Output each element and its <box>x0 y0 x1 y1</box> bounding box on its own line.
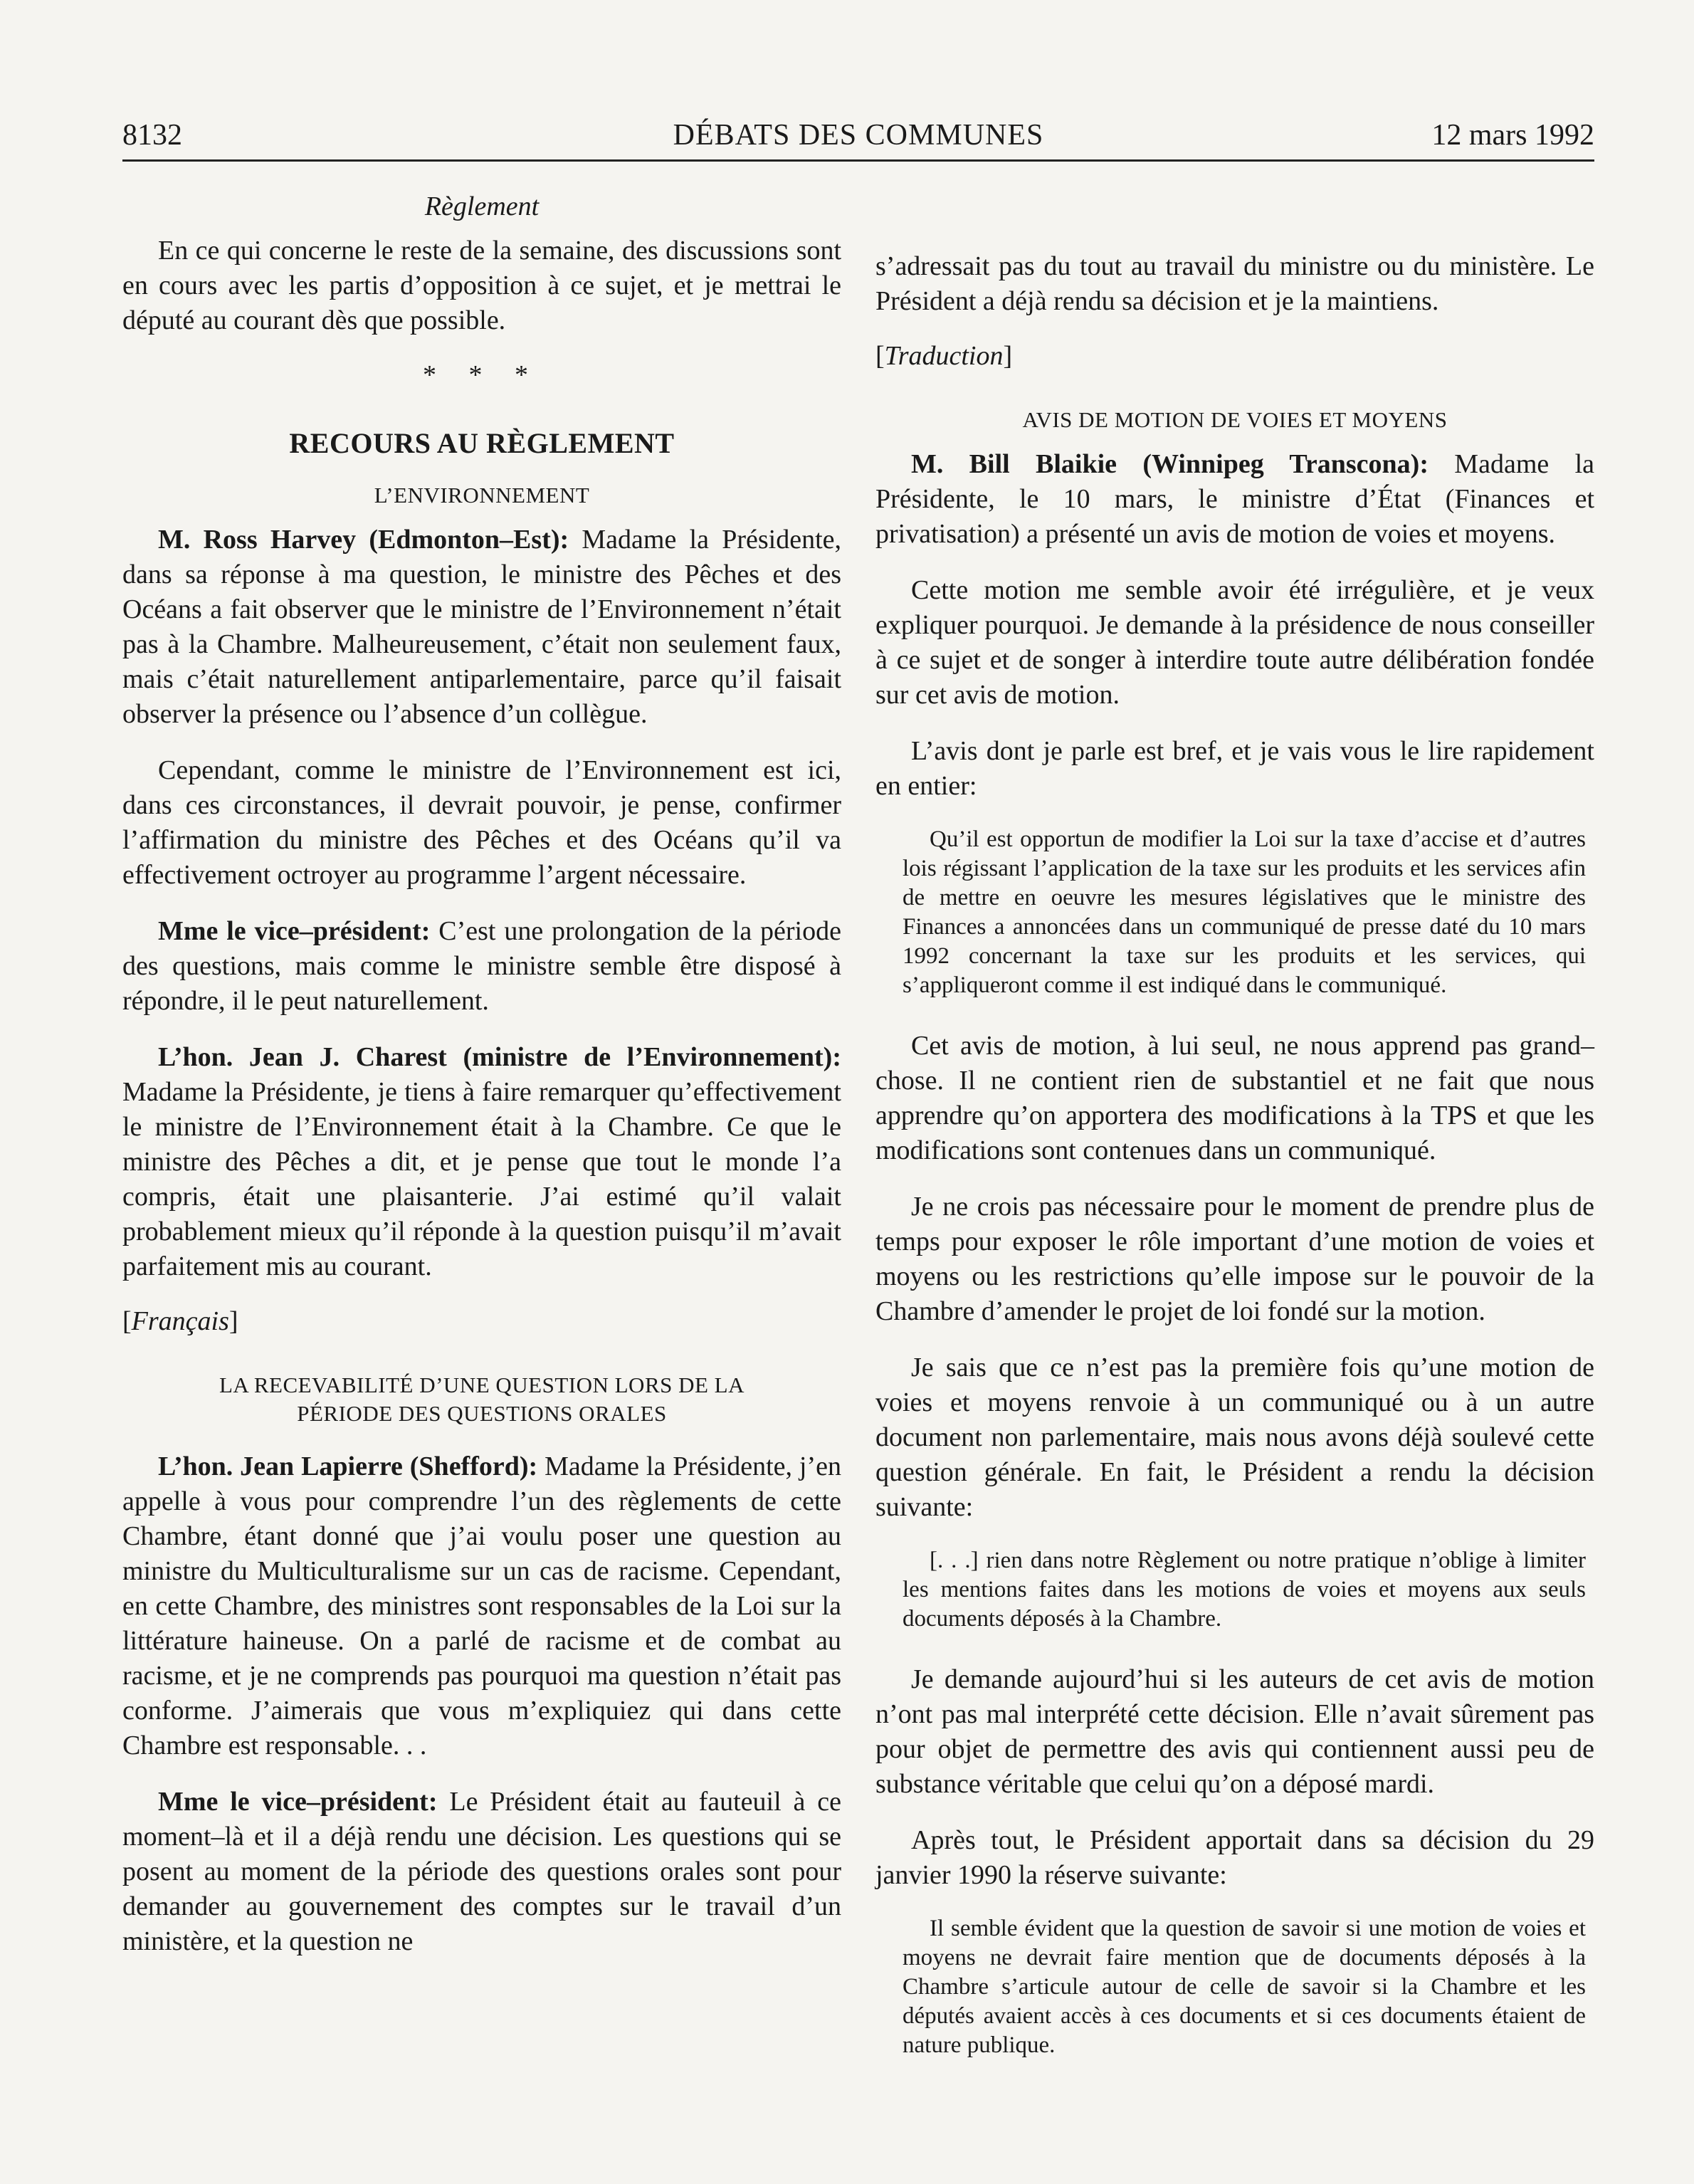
speech-paragraph <box>875 447 1594 552</box>
publication-date: 12 mars 1992 <box>1431 119 1594 152</box>
language-marker: [Français] <box>122 1306 238 1336</box>
paragraph: En ce qui concerne le reste de la semaine, des discussions sont en cours avec les partis d’opposition à ce sujet, et je mettrai le député au courant dès que possible. <box>122 236 841 335</box>
quoted-reservation: Il semble évident que la question de savoir si une motion de voies et moyens ne devrait faire mention que de documents déposés à la Chambre s’articule autour de celle de savoir si la Chambre et les députés avaient accès à ces documents et si ces documents étaient de nature publique. <box>903 1916 1586 2058</box>
speech-paragraph <box>122 1449 841 1763</box>
paragraph: Cependant, comme le ministre de l’Environnement est ici, dans ces circonstances, il devrait pouvoir, je pense, confirmer l’affirmation du ministre des Pêches et des Océans qu’il va effectivement octroyer au programme l’argent nécessaire. <box>122 755 841 890</box>
paragraph: Cet avis de motion, à lui seul, ne nous apprend pas grand–chose. Il ne contient rien de substantiel et ne fait que nous apprendre qu’on apportera des modifications à la TPS et que les modifications sont contenues dans un communiqué. <box>875 1031 1594 1165</box>
section-subhead: Règlement <box>424 191 540 221</box>
speech-text: Madame la Présidente, le 10 mars, le ministre d’État (Finances et privatisation) a présenté un avis de motion de voies et moyens. <box>875 449 1594 549</box>
paragraph: L’avis dont je parle est bref, et je vais vous le lire rapidement en entier: <box>875 736 1594 801</box>
paragraph: Je ne crois pas nécessaire pour le moment de prendre plus de temps pour exposer le rôle important d’une motion de voies et moyens ou les restrictions qu’elle impose sur le pouvoir de la Chambre d’amender le projet de loi fondé sur la motion. <box>875 1192 1594 1326</box>
speaker-name: M. Ross Harvey (Edmonton–Est): <box>158 525 569 555</box>
paragraph: Je demande aujourd’hui si les auteurs de cet avis de motion n’ont pas mal interprété cette décision. Elle n’avait sûrement pas pour objet de permettre des avis qui contiennent aussi peu de substance véritable que celui qu’on a déposé mardi. <box>875 1664 1594 1799</box>
paragraph: Je sais que ce n’est pas la première fois qu’une motion de voies et moyens renvoie à un communiqué ou à un autre document non parlementaire, mais nous avons déjà soulevé cette question générale. En fait, le Président a rendu la décision suivante: <box>875 1353 1594 1522</box>
left-column <box>122 191 841 1980</box>
paragraph: Cette motion me semble avoir été irrégulière, et je veux expliquer pourquoi. Je demande à la présidence de nous conseiller à ce sujet et de songer à interdire toute autre délibération fondée sur cet avis de motion. <box>875 575 1594 710</box>
speech-paragraph <box>122 523 841 732</box>
paragraph: s’adressait pas du tout au travail du ministre ou du ministère. Le Président a déjà rendu sa décision et je la maintiens. <box>875 251 1594 316</box>
page-number: 8132 <box>122 119 182 152</box>
publication-title: DÉBATS DES COMMUNES <box>673 119 1044 152</box>
paragraph: Après tout, le Président apportait dans sa décision du 29 janvier 1990 la réserve suivante: <box>875 1825 1594 1890</box>
quoted-decision: [. . .] rien dans notre Règlement ou notre pratique n’oblige à limiter les mentions faites dans les motions de voies et moyens aux seuls documents déposés à la Chambre. <box>903 1548 1586 1632</box>
speech-paragraph <box>122 914 841 1019</box>
quoted-motion: Qu’il est opportun de modifier la Loi sur la taxe d’accise et d’autres lois régissant l’application de la taxe sur les produits et les services afin de mettre en oeuvre les mesures législatives que le ministre des Finances a annoncées dans un communiqué de presse daté du 10 mars 1992 concernant la taxe sur les produits et les services, qui s’appliqueront comme il est indiqué dans le communiqué. <box>903 826 1586 998</box>
speech-text: Madame la Présidente, je tiens à faire remarquer qu’effectivement le ministre de l’Environnement était à la Chambre. Ce que le ministre des Pêches a dit, et je pense que tout le monde l’a compris, était une plaisanterie. J’ai estimé qu’il valait probablement mieux qu’il réponde à la question puisqu’il m’avait parfaitement mis au courant. <box>122 1077 841 1281</box>
speech-paragraph <box>122 1785 841 1959</box>
section-separator: * * * <box>423 360 541 390</box>
speech-text: Madame la Présidente, dans sa réponse à ma question, le ministre des Pêches et des Océans a fait observer que le ministre de l’Environnement n’était pas à la Chambre. Malheureusement, c’était non seulement faux, mais c’était naturellement antiparlementaire, parce qu’il faisait observer la présence ou l’absence d’un collègue. <box>122 525 841 729</box>
section-title: RECOURS AU RÈGLEMENT <box>289 427 675 459</box>
speaker-name: L’hon. Jean J. Charest (ministre de l’Environnement): <box>158 1042 841 1072</box>
speech-text: Madame la Présidente, j’en appelle à vous pour comprendre l’un des règlements de cette Chambre, étant donné que j’ai voulu poser une question au ministre du Multiculturalisme sur un cas de racisme. Cependant, en cette Chambre, des ministres sont responsables de la Loi sur la littérature haineuse. On a parlé de racisme et de combat au racisme, et je ne comprends pas pourquoi ma question n’était pas conforme. J’aimerais que vous m’expliquiez qui dans cette Chambre est responsable. . . <box>122 1451 841 1760</box>
page-header <box>122 114 1594 162</box>
speech-text: Le Président était au fauteuil à ce moment–là et il a déjà rendu une décision. Les questions qui se posent au moment de la période des questions orales sont pour demander au gouvernement des comptes sur le travail d’un ministère, et la question ne <box>122 1787 841 1956</box>
topic-heading: AVIS DE MOTION DE VOIES ET MOYENS <box>1022 407 1448 432</box>
language-label: Français <box>131 1306 229 1336</box>
language-label: Traduction <box>884 341 1004 371</box>
speaker-name: Mme le vice–président: <box>158 1787 438 1817</box>
speech-paragraph <box>122 1040 841 1284</box>
topic-heading: L’ENVIRONNEMENT <box>374 483 590 508</box>
right-column <box>875 249 1594 2089</box>
speech-text: C’est une prolongation de la période des questions, mais comme le ministre semble être disposé à répondre, il le peut naturellement. <box>122 916 841 1016</box>
speaker-name: L’hon. Jean Lapierre (Shefford): <box>158 1451 538 1481</box>
topic-heading-line: PÉRIODE DES QUESTIONS ORALES <box>297 1401 667 1426</box>
speaker-name: M. Bill Blaikie (Winnipeg Transcona): <box>911 449 1429 479</box>
topic-heading <box>122 1371 841 1428</box>
language-marker: [Traduction] <box>875 341 1013 371</box>
speaker-name: Mme le vice–président: <box>158 916 431 946</box>
topic-heading-line: LA RECEVABILITÉ D’UNE QUESTION LORS DE LA <box>219 1372 745 1397</box>
